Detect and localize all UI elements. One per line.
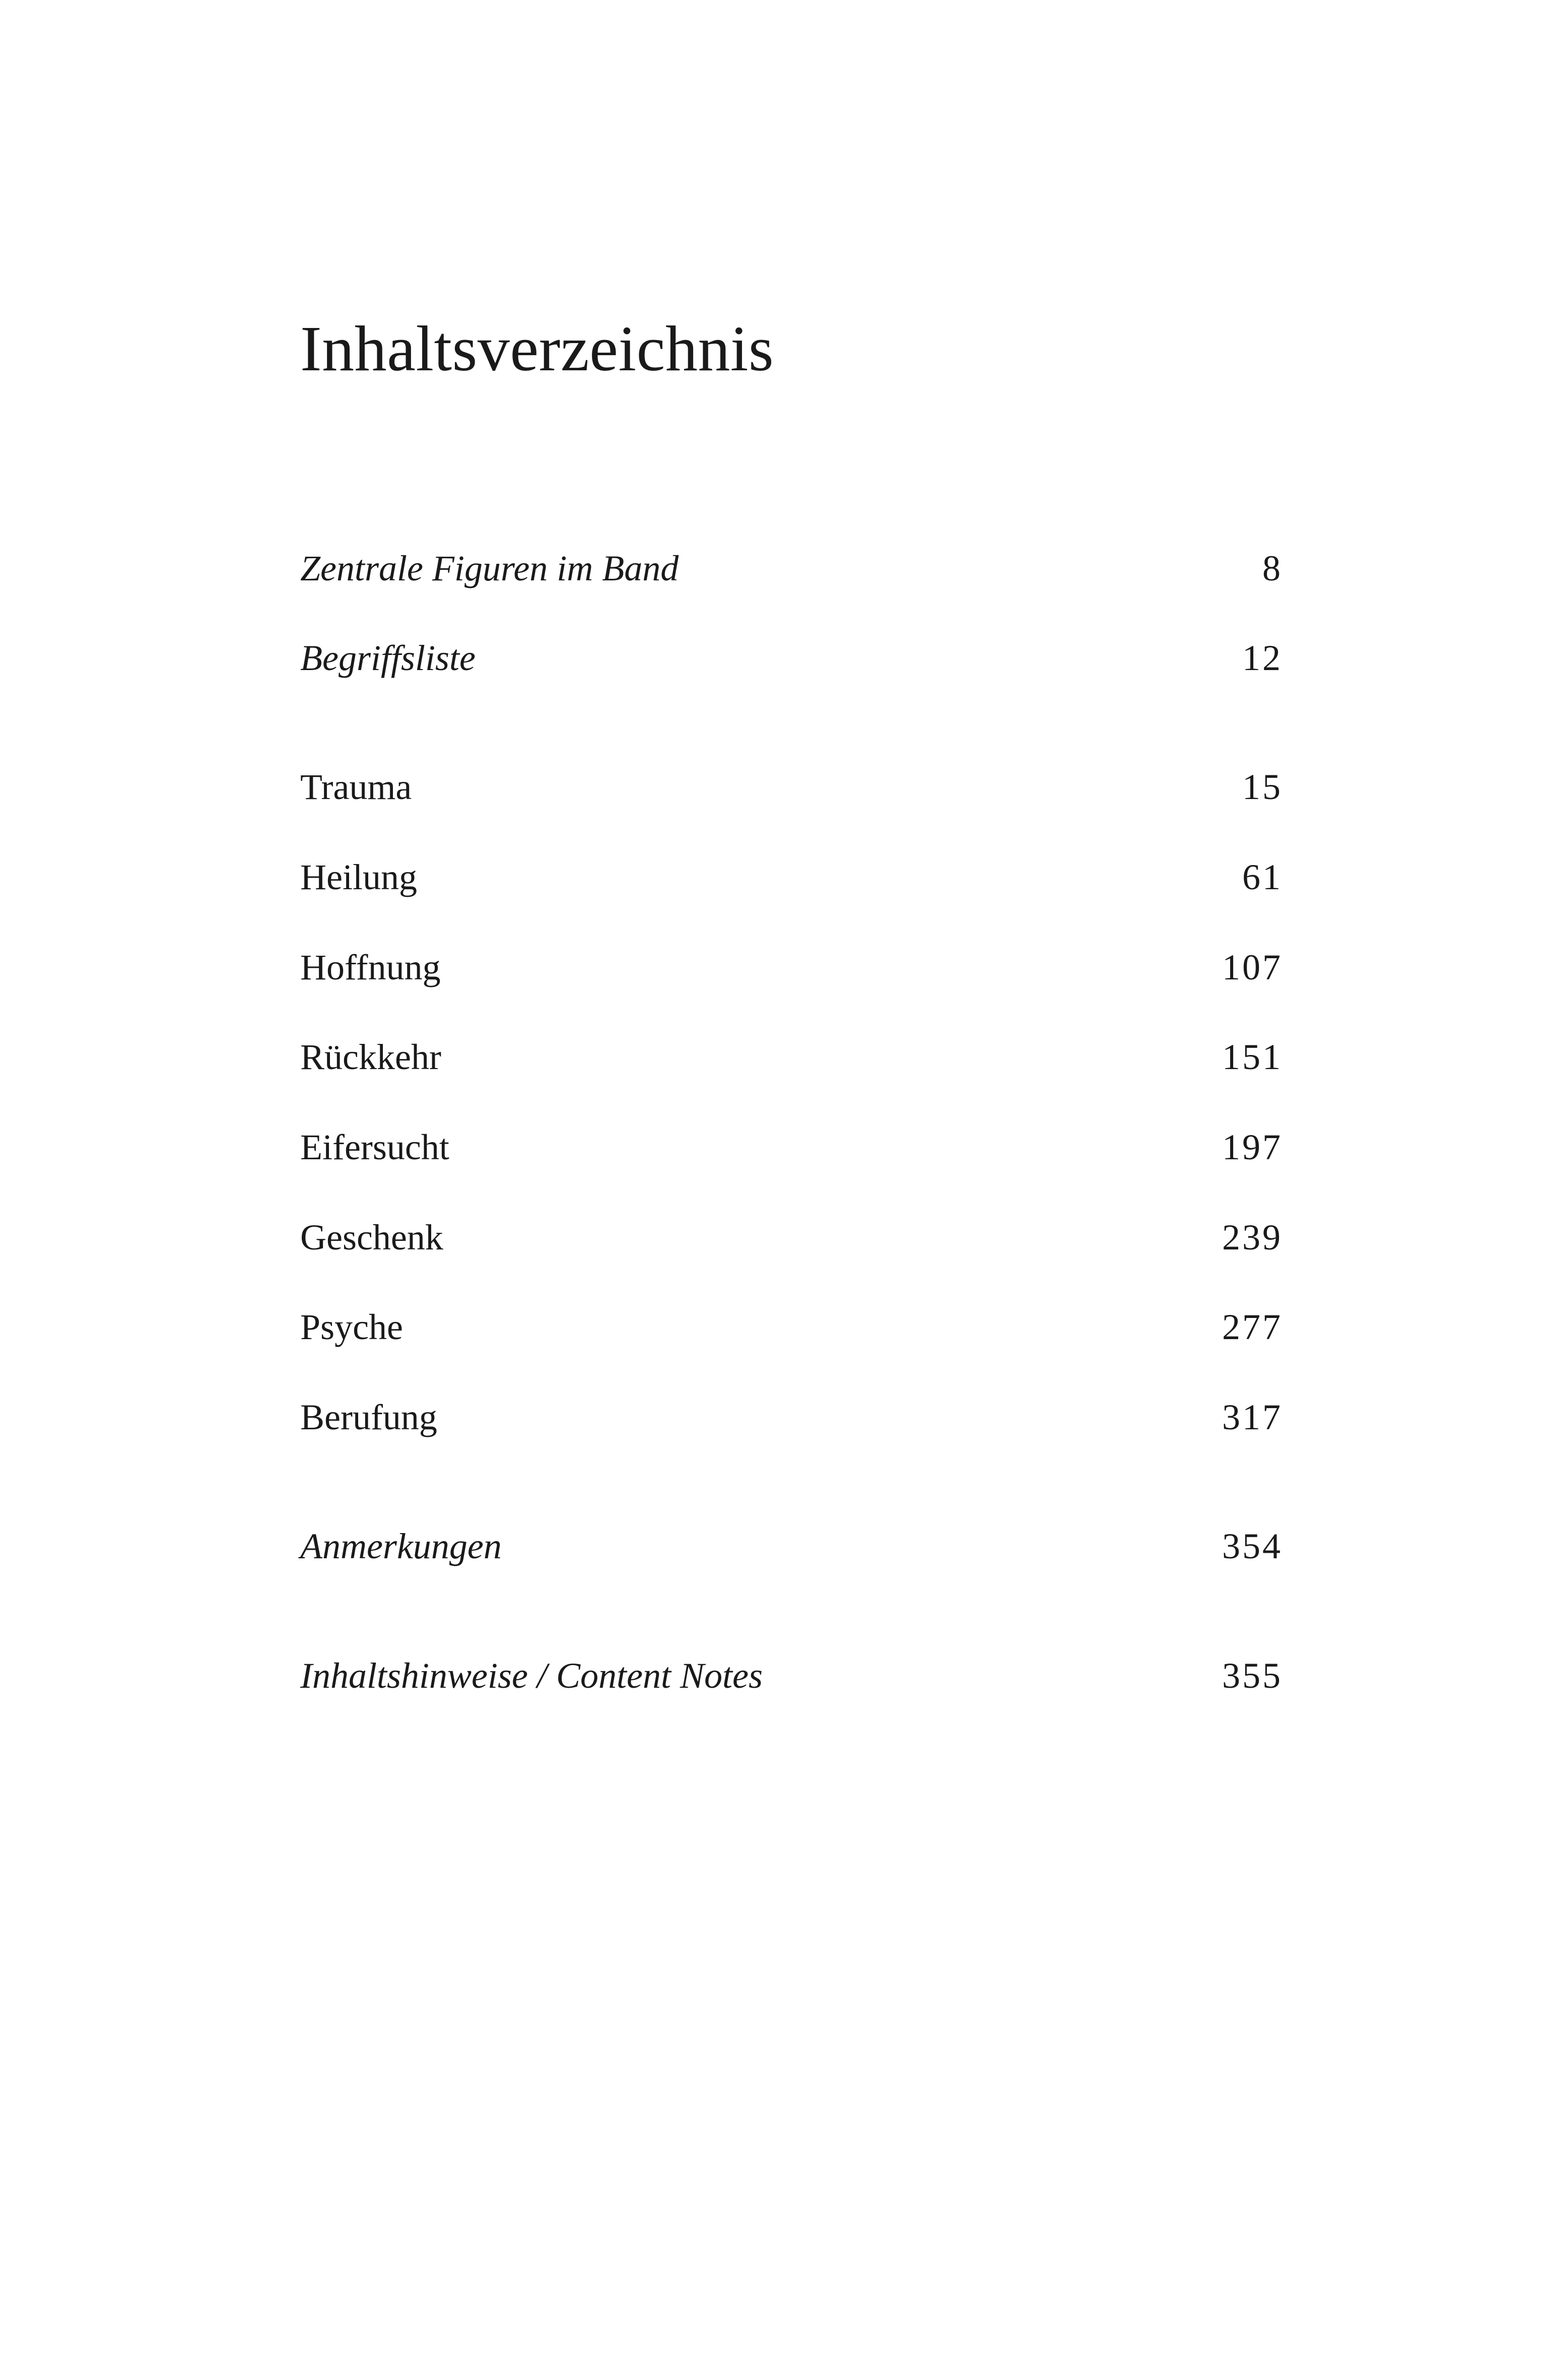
toc-entry-page-number: 61 [1242,857,1283,897]
toc-entry-psyche [300,1309,1283,1364]
toc-entry-label: Anmerkungen [300,1526,502,1566]
toc-entry-heilung [300,859,1283,914]
toc-entry-label: Psyche [300,1307,403,1347]
toc-entry-inhaltshinweise [300,1658,1283,1713]
toc-entry-label: Heilung [300,857,417,897]
toc-entry-label: Inhaltshinweise / Content Notes [300,1656,763,1696]
toc-entry-page-number: 355 [1222,1656,1283,1696]
toc-entry-label: Hoffnung [300,947,441,987]
toc-entry-page-number: 277 [1222,1307,1283,1347]
toc-entry-page-number: 8 [1262,548,1283,588]
toc-entry-berufung [300,1399,1283,1455]
toc-entry-geschenk [300,1219,1283,1275]
toc-entry-label: Berufung [300,1397,437,1437]
toc-entry-label: Zentrale Figuren im Band [300,548,679,588]
page-title: Inhaltsverzeichnis [300,313,774,384]
toc-entry-eifersucht [300,1129,1283,1184]
toc-entry-page-number: 197 [1222,1127,1283,1167]
toc-entry-label: Begriffsliste [300,638,476,678]
toc-entry-page-number: 151 [1222,1037,1283,1077]
toc-entry-label: Eifersucht [300,1127,449,1167]
toc-entry-label: Rückkehr [300,1037,441,1077]
toc-entry-page-number: 12 [1242,638,1283,678]
toc-entry-page-number: 107 [1222,947,1283,987]
toc-entry-trauma [300,769,1283,824]
toc-entry-page-number: 317 [1222,1397,1283,1437]
toc-entry-page-number: 354 [1222,1526,1283,1566]
toc-entry-page-number: 15 [1242,767,1283,807]
toc-entry-label: Geschenk [300,1217,443,1258]
toc-entry-page-number: 239 [1222,1217,1283,1258]
toc-entry-begriffsliste [300,640,1283,695]
toc-entry-label: Trauma [300,767,412,807]
toc-entry-zentrale-figuren [300,550,1283,606]
toc-entry-hoffnung [300,949,1283,1005]
toc-entry-rueckkehr [300,1039,1283,1094]
toc-entry-anmerkungen [300,1528,1283,1583]
